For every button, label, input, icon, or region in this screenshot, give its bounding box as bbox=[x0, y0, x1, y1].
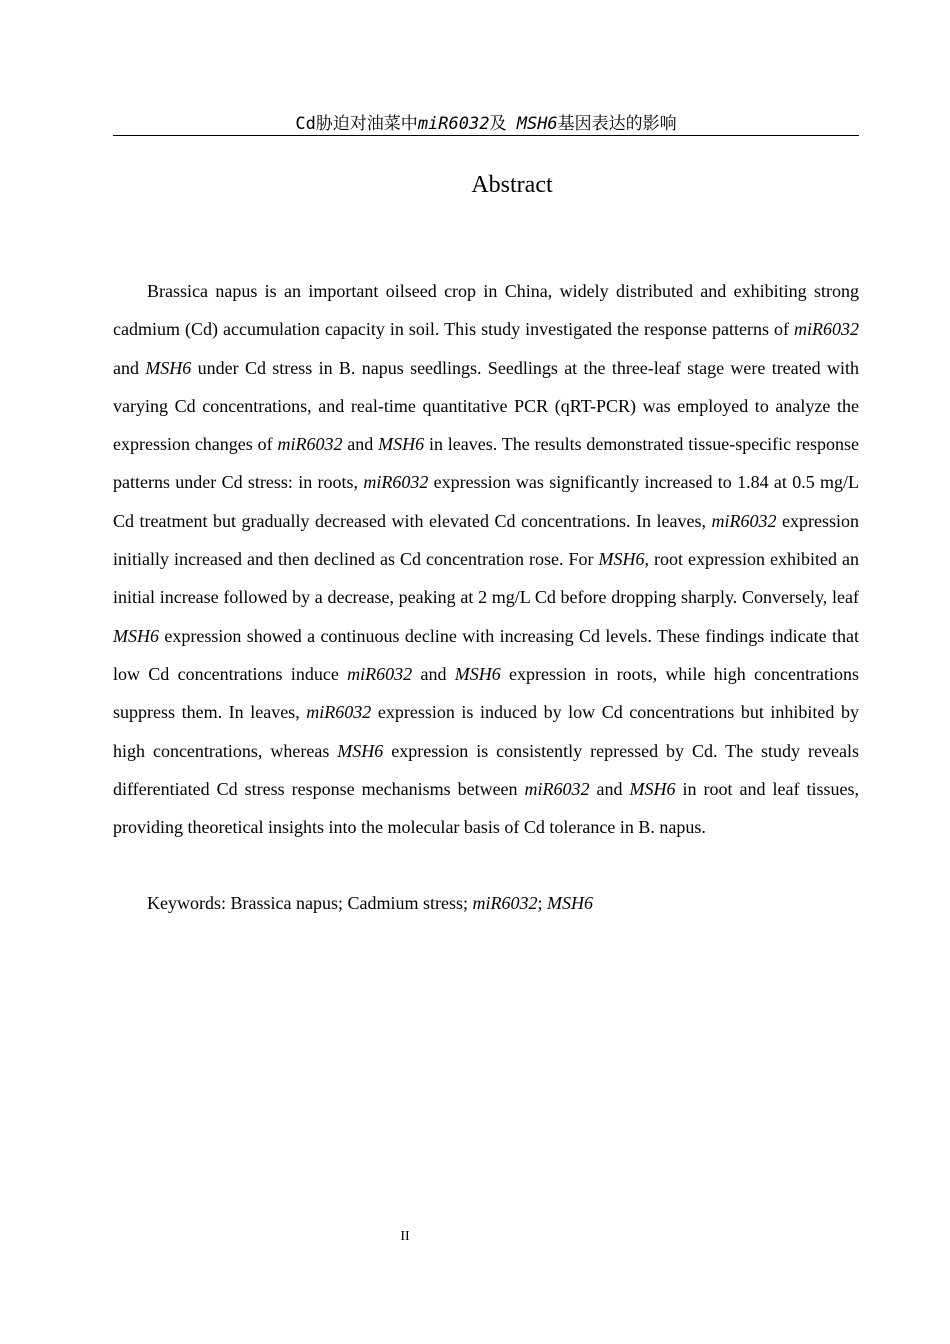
keywords-separator: ; bbox=[537, 893, 547, 913]
gene-name: MSH6 bbox=[454, 663, 501, 684]
abstract-text: expression is consistently repressed by Cd. The study reveals differentiated Cd stress response mechanisms between bbox=[113, 740, 859, 799]
abstract-text: in root and leaf tissues, providing theoretical insights into the molecular basis of Cd tolerance in B. napus. bbox=[113, 778, 859, 838]
header-gene-msh6: MSH6 bbox=[516, 114, 558, 134]
abstract-text: and bbox=[589, 778, 630, 799]
gene-name: miR6032 bbox=[277, 434, 343, 455]
abstract-text: expression is induced by low Cd concentrations but inhibited by high concentrations, whereas bbox=[113, 702, 859, 761]
abstract-body bbox=[113, 272, 859, 846]
gene-name: MSH6 bbox=[145, 357, 192, 378]
gene-name: miR6032 bbox=[711, 510, 777, 531]
abstract-text: expression initially increased and then declined as Cd concentration rose. For bbox=[113, 510, 860, 570]
abstract-text: under Cd stress in B. napus seedlings. Seedlings at the three-leaf stage were treated with varying Cd concentrations, and real-time quantitative PCR (qRT-PCR) was employed to analyze the expression changes of bbox=[113, 357, 859, 455]
abstract-title: Abstract bbox=[471, 172, 553, 198]
page-number: II bbox=[400, 1229, 410, 1244]
gene-name: miR6032 bbox=[306, 702, 372, 723]
keywords-label: Keywords: bbox=[147, 893, 231, 913]
abstract-text: expression showed a continuous decline with increasing Cd levels. These findings indicate that low Cd concentrations induce bbox=[113, 625, 859, 684]
abstract-text: and bbox=[412, 663, 455, 684]
abstract-text: expression in roots, while high concentrations suppress them. In leaves, bbox=[113, 663, 859, 723]
gene-name: MSH6 bbox=[598, 549, 645, 570]
abstract-text: Brassica napus is an important oilseed crop in China, widely distributed and exhibiting strong cadmium (Cd) accumulation capacity in soil. This study investigated the response patterns of bbox=[113, 281, 859, 340]
gene-name: MSH6 bbox=[337, 740, 384, 761]
header-prefix: Cd胁迫对油菜中 bbox=[295, 114, 418, 134]
gene-name: miR6032 bbox=[524, 778, 590, 799]
header-gene-mir6032: miR6032 bbox=[417, 114, 490, 134]
keyword-gene-mir6032: miR6032 bbox=[472, 893, 538, 913]
keyword-gene-msh6: MSH6 bbox=[547, 893, 593, 913]
gene-name: miR6032 bbox=[363, 472, 429, 493]
running-header bbox=[113, 113, 859, 136]
header-connector: 及 bbox=[489, 114, 517, 134]
header-suffix: 基因表达的影响 bbox=[557, 114, 677, 134]
gene-name: MSH6 bbox=[378, 434, 425, 455]
abstract-text: expression was significantly increased to 1.84 at 0.5 mg/L Cd treatment but gradually decreased with elevated Cd concentrations. In leaves, bbox=[113, 472, 859, 531]
gene-name: miR6032 bbox=[794, 319, 859, 340]
gene-name: miR6032 bbox=[347, 663, 413, 684]
keywords-line bbox=[113, 884, 859, 922]
abstract-text: and bbox=[342, 434, 379, 455]
abstract-text: and bbox=[113, 357, 146, 378]
gene-name: MSH6 bbox=[629, 778, 676, 799]
keywords-plain: Brassica napus; Cadmium stress; bbox=[230, 893, 473, 913]
abstract-text: in leaves. The results demonstrated tissue-specific response patterns under Cd stress: in roots, bbox=[113, 434, 859, 493]
abstract-text: , root expression exhibited an initial increase followed by a decrease, peaking at 2 mg/L Cd before dropping sharply. Conversely, leaf bbox=[113, 549, 859, 608]
gene-name: MSH6 bbox=[113, 625, 159, 646]
